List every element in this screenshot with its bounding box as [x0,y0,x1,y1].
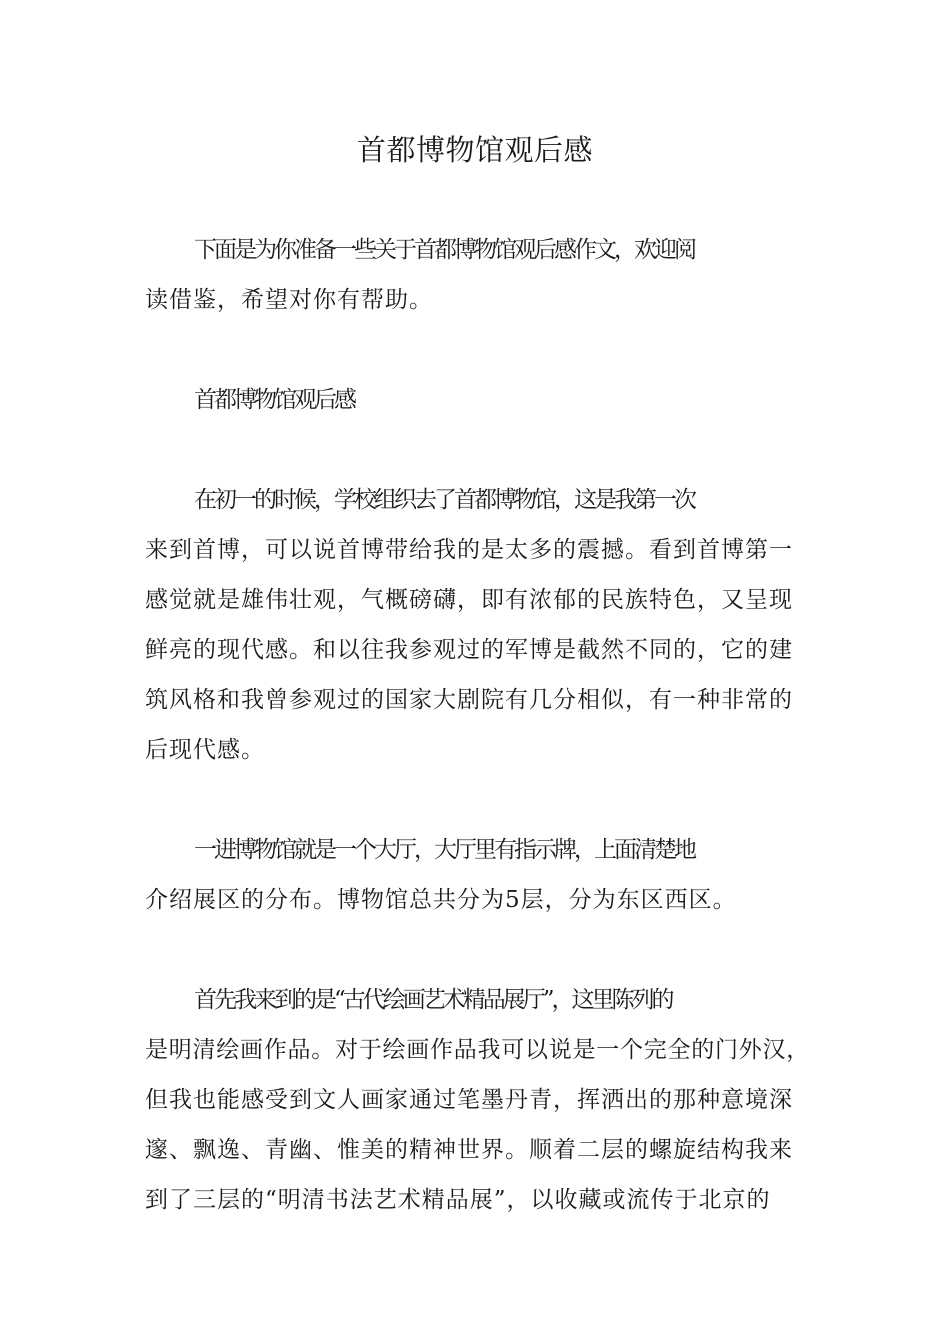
paragraph-line: 邃、飘逸、青幽、惟美的精神世界。顺着二层的螺旋结构我来 [145,1137,793,1163]
paragraph-line: 在初一的时候，学校组织去了首都博物馆，这是我第一次 [194,487,694,513]
paragraph-line: 一进博物馆就是一个大厅，大厅里有指示牌，上面清楚地 [194,837,694,863]
paragraph-line: 首先我来到的是“古代绘画艺术精品展厅”，这里陈列的 [194,987,672,1013]
paragraph-line: 下面是为你准备一些关于首都博物馆观后感作文，欢迎阅 [194,237,694,263]
paragraph-line: 读借鉴，希望对你有帮助。 [145,287,433,313]
paragraph-line: 后现代感。 [145,737,265,763]
paragraph-line: 感觉就是雄伟壮观，气概磅礴，即有浓郁的民族特色，又呈现 [145,587,793,613]
paragraph-line: 介绍展区的分布。博物馆总共分为5层，分为东区西区。 [145,887,737,913]
paragraph-line: 来到首博，可以说首博带给我的是太多的震撼。看到首博第一 [145,537,793,563]
paragraph-line: 到了三层的“明清书法艺术精品展”，以收藏或流传于北京的 [145,1187,771,1213]
paragraph-line: 是明清绘画作品。对于绘画作品我可以说是一个完全的门外汉， [145,1037,810,1063]
paragraph-line: 鲜亮的现代感。和以往我参观过的军博是截然不同的，它的建 [145,637,793,663]
section-heading: 首都博物馆观后感 [194,387,354,413]
paragraph-line: 但我也能感受到文人画家通过笔墨丹青，挥洒出的那种意境深 [145,1087,793,1113]
document-title: 首都博物馆观后感 [356,133,593,167]
paragraph-line: 筑风格和我曾参观过的国家大剧院有几分相似，有一种非常的 [145,687,793,713]
